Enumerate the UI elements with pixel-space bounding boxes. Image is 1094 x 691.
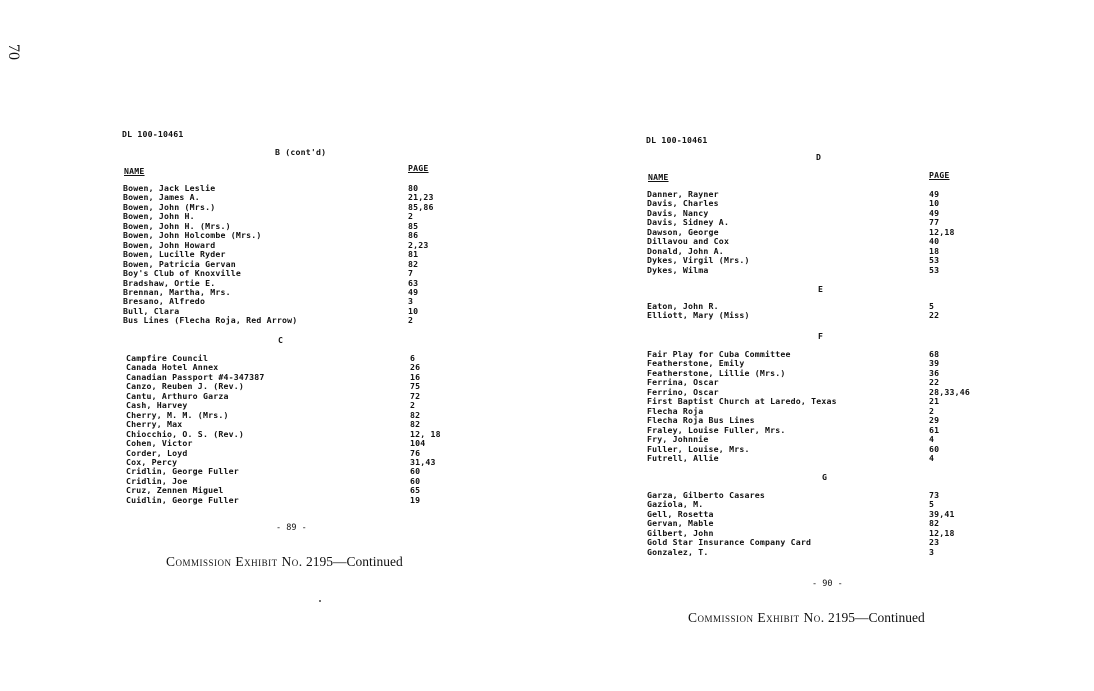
entry-page: 2 xyxy=(408,315,414,326)
entry-page: 12, 18 xyxy=(410,428,441,439)
entry-name: Cherry, Max xyxy=(126,419,183,430)
entry-name: Fair Play for Cuba Committee xyxy=(647,349,791,359)
entry-page: 36 xyxy=(929,367,940,378)
left-caption-suffix: 2195—Continued xyxy=(306,554,403,569)
entry-page: 76 xyxy=(410,447,421,458)
entry-page: 2,23 xyxy=(408,239,429,250)
entry-page: 39,41 xyxy=(929,508,955,519)
left-col-page-header: PAGE xyxy=(408,163,429,173)
entry-name: Gervan, Mable xyxy=(647,518,714,529)
entry-page: 77 xyxy=(929,217,940,228)
entry-page: 10 xyxy=(929,198,940,209)
entry-name: Bowen, John H. (Mrs.) xyxy=(123,220,231,231)
entry-page: 22 xyxy=(929,377,940,388)
right-letter-heading: F xyxy=(818,331,824,341)
entry-page: 5 xyxy=(929,301,935,311)
entry-name: Fraley, Louise Fuller, Mrs. xyxy=(647,424,786,435)
entry-page: 2 xyxy=(408,211,414,222)
speck-mark xyxy=(319,600,321,602)
entry-page: 65 xyxy=(410,485,421,496)
entry-name: Bradshaw, Ortie E. xyxy=(123,277,216,288)
entry-name: Corder, Loyd xyxy=(126,447,188,458)
entry-page: 63 xyxy=(408,277,419,288)
entry-name: Ferrina, Oscar xyxy=(647,377,719,388)
entry-page: 85 xyxy=(408,220,419,231)
entry-page: 82 xyxy=(410,409,421,420)
right-caption-prefix: Commission Exhibit No. xyxy=(688,610,825,625)
entry-name: Bowen, Lucille Ryder xyxy=(123,249,226,260)
entry-name: Bus Lines (Flecha Roja, Red Arrow) xyxy=(123,315,298,326)
entry-name: Gaziola, M. xyxy=(647,499,704,510)
entry-page: 53 xyxy=(929,255,940,266)
entry-name: Cash, Harvey xyxy=(126,400,188,411)
entry-name: Gold Star Insurance Company Card xyxy=(647,537,812,548)
entry-page: 29 xyxy=(929,415,940,426)
entry-page: 10 xyxy=(408,305,419,316)
left-col-name-header: NAME xyxy=(124,166,145,176)
entry-name: Dawson, George xyxy=(647,226,719,237)
entry-page: 61 xyxy=(929,424,940,435)
entry-name: Davis, Sidney A. xyxy=(647,217,730,228)
entry-name: Cridlin, Joe xyxy=(126,475,188,486)
entry-page: 49 xyxy=(929,207,940,218)
entry-page: 3 xyxy=(929,546,935,557)
entry-name: First Baptist Church at Laredo, Texas xyxy=(647,396,837,407)
entry-name: Bowen, John Howard xyxy=(123,239,216,250)
entry-page: 22 xyxy=(929,310,940,321)
entry-page: 104 xyxy=(410,438,426,449)
entry-name: Gonzalez, T. xyxy=(647,546,709,557)
entry-name: Flecha Roja Bus Lines xyxy=(647,415,755,426)
entry-name: Cherry, M. M. (Mrs.) xyxy=(126,409,229,420)
entry-name: Gilbert, John xyxy=(647,527,714,538)
entry-page: 16 xyxy=(410,371,421,382)
left-caption-prefix: Commission Exhibit No. xyxy=(166,554,303,569)
entry-page: 80 xyxy=(408,183,419,193)
entry-page: 3 xyxy=(408,296,414,307)
entry-page: 81 xyxy=(408,249,419,260)
entry-page: 6 xyxy=(410,353,416,363)
entry-name: Featherstone, Lillie (Mrs.) xyxy=(647,367,786,378)
right-page-footer: - 90 - xyxy=(812,579,843,589)
entry-page: 23 xyxy=(929,537,940,548)
entry-name: Canadian Passport #4-347387 xyxy=(126,371,265,382)
entry-page: 39 xyxy=(929,358,940,369)
right-col-name-header: NAME xyxy=(648,172,669,182)
right-col-page-header: PAGE xyxy=(929,170,950,180)
entry-name: Boy's Club of Knoxville xyxy=(123,268,241,279)
left-page-footer: - 89 - xyxy=(276,523,307,533)
entry-page: 4 xyxy=(929,434,935,445)
entry-page: 60 xyxy=(929,443,940,454)
entry-page: 4 xyxy=(929,452,935,463)
entry-page: 49 xyxy=(929,189,940,199)
entry-page: 31,43 xyxy=(410,456,436,467)
entry-page: 60 xyxy=(410,466,421,477)
right-caption-suffix: 2195—Continued xyxy=(828,610,925,625)
entry-name: Fuller, Louise, Mrs. xyxy=(647,443,750,454)
entry-page: 82 xyxy=(408,258,419,269)
entry-page: 82 xyxy=(410,419,421,430)
entry-name: Danner, Rayner xyxy=(647,189,719,199)
entry-page: 26 xyxy=(410,362,421,373)
entry-page: 18 xyxy=(929,245,940,256)
entry-page: 53 xyxy=(929,264,940,275)
entry-page: 2 xyxy=(929,405,935,416)
entry-name: Davis, Charles xyxy=(647,198,719,209)
entry-name: Campfire Council xyxy=(126,353,209,363)
entry-name: Dillavou and Cox xyxy=(647,236,730,247)
entry-page: 82 xyxy=(929,518,940,529)
left-caption xyxy=(166,554,403,570)
entry-name: Bull, Clara xyxy=(123,305,180,316)
entry-page: 85,86 xyxy=(408,201,434,212)
margin-page-number: 70 xyxy=(5,44,22,60)
entry-name: Elliott, Mary (Miss) xyxy=(647,310,750,321)
entry-page: 12,18 xyxy=(929,527,955,538)
left-letter-heading: C xyxy=(278,335,284,345)
entry-page: 68 xyxy=(929,349,940,359)
entry-name: Garza, Gilberto Casares xyxy=(647,490,765,500)
entry-name: Cox, Percy xyxy=(126,456,178,467)
entry-name: Bresano, Alfredo xyxy=(123,296,206,307)
entry-name: Cuidlin, George Fuller xyxy=(126,494,239,505)
right-file-number: DL 100-10461 xyxy=(646,135,708,145)
entry-page: 19 xyxy=(410,494,421,505)
entry-page: 40 xyxy=(929,236,940,247)
entry-name: Bowen, John Holcombe (Mrs.) xyxy=(123,230,262,241)
entry-page: 12,18 xyxy=(929,226,955,237)
left-section-heading: B (cont'd) xyxy=(275,147,327,157)
entry-name: Eaton, John R. xyxy=(647,301,719,311)
entry-name: Flecha Roja xyxy=(647,405,704,416)
entry-page: 2 xyxy=(410,400,416,411)
entry-name: Canzo, Reuben J. (Rev.) xyxy=(126,381,244,392)
entry-name: Featherstone, Emily xyxy=(647,358,745,369)
right-caption xyxy=(688,610,925,626)
entry-name: Gell, Rosetta xyxy=(647,508,714,519)
entry-name: Bowen, John H. xyxy=(123,211,195,222)
entry-name: Chiocchio, O. S. (Rev.) xyxy=(126,428,244,439)
entry-page: 60 xyxy=(410,475,421,486)
entry-name: Fry, Johnnie xyxy=(647,434,709,445)
entry-page: 73 xyxy=(929,490,940,500)
entry-page: 28,33,46 xyxy=(929,386,971,397)
entry-name: Cantu, Arthuro Garza xyxy=(126,390,229,401)
entry-page: 86 xyxy=(408,230,419,241)
right-letter-heading: G xyxy=(822,472,828,482)
entry-page: 21 xyxy=(929,396,940,407)
entry-page: 21,23 xyxy=(408,192,434,203)
right-letter-heading: E xyxy=(818,284,824,294)
entry-name: Canada Hotel Annex xyxy=(126,362,219,373)
entry-name: Brennan, Martha, Mrs. xyxy=(123,286,231,297)
entry-page: 49 xyxy=(408,286,419,297)
entry-name: Dykes, Wilma xyxy=(647,264,709,275)
entry-name: Futrell, Allie xyxy=(647,452,719,463)
entry-page: 7 xyxy=(408,268,414,279)
entry-name: Cridlin, George Fuller xyxy=(126,466,239,477)
entry-name: Cruz, Zennen Miguel xyxy=(126,485,224,496)
entry-name: Donald, John A. xyxy=(647,245,724,256)
entry-page: 75 xyxy=(410,381,421,392)
entry-name: Cohen, Victor xyxy=(126,438,193,449)
entry-name: Dykes, Virgil (Mrs.) xyxy=(647,255,750,266)
entry-page: 72 xyxy=(410,390,421,401)
entry-name: Ferrino, Oscar xyxy=(647,386,719,397)
entry-page: 5 xyxy=(929,499,935,510)
entry-name: Davis, Nancy xyxy=(647,207,709,218)
left-file-number: DL 100-10461 xyxy=(122,129,184,139)
entry-name: Bowen, Patricia Gervan xyxy=(123,258,236,269)
entry-name: Bowen, James A. xyxy=(123,192,200,203)
right-letter-heading: D xyxy=(816,152,822,162)
entry-name: Bowen, Jack Leslie xyxy=(123,183,216,193)
entry-name: Bowen, John (Mrs.) xyxy=(123,201,216,212)
